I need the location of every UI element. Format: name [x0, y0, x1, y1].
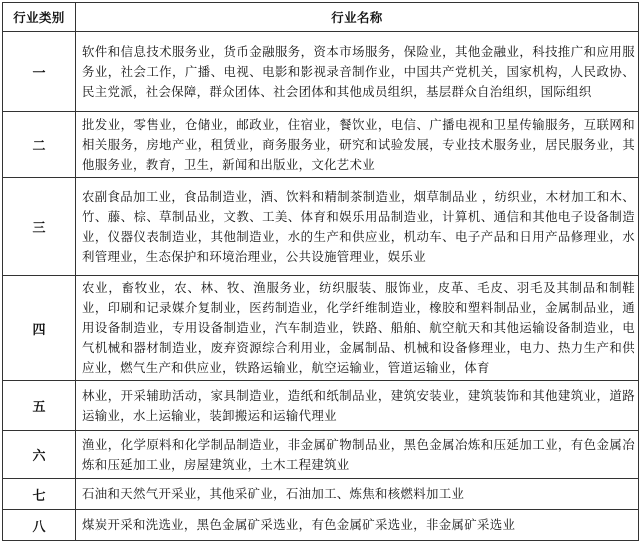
- industry-names-cell: 渔业，化学原料和化学制品制造业，非金属矿物制品业，黑色金属冶炼和压延加工业，有色金属冶炼和压延加工业，房屋建筑业，土木工程建筑业: [76, 431, 639, 479]
- industry-classification-table: [2, 2, 639, 541]
- header-category: 行业类别: [3, 3, 76, 32]
- industry-names-cell: 软件和信息技术服务业，货币金融服务，资本市场服务，保险业，其他金融业，科技推广和应用服务业，社会工作，广播、电视、电影和影视录音制作业，中国共产党机关，国家机构，人民政协、民主党派，社会保障，群众团体、社会团体和其他成员组织，基层群众自治组织，国际组织: [76, 32, 639, 112]
- industry-names-cell: 石油和天然气开采业，其他采矿业，石油加工、炼焦和核燃料加工业: [76, 479, 639, 510]
- table-row: [3, 178, 639, 276]
- category-cell: 四: [3, 276, 76, 381]
- category-cell: 二: [3, 112, 76, 178]
- table-row: [3, 431, 639, 479]
- category-cell: 七: [3, 479, 76, 510]
- table-body: [3, 32, 639, 541]
- table-row: [3, 479, 639, 510]
- industry-names-cell: 农副食品加工业，食品制造业，酒、饮料和精制茶制造业，烟草制品业 ，纺织业，木材加工和木、竹、藤、棕、草制品业，文教、工美、体育和娱乐用品制造业，计算机、通信和其他电子设备制造业，仪器仪表制造业，其他制造业，水的生产和供应业，机动车、电子产品和日用产品修理业，水利管理业，生态保护和环境治理业，公共设施管理业，娱乐业: [76, 178, 639, 276]
- header-industry-names: 行业名称: [76, 3, 639, 32]
- table-row: [3, 276, 639, 381]
- table-row: [3, 381, 639, 431]
- category-cell: 一: [3, 32, 76, 112]
- table-row: [3, 510, 639, 541]
- category-cell: 三: [3, 178, 76, 276]
- header-row: [3, 3, 639, 32]
- category-cell: 八: [3, 510, 76, 541]
- category-cell: 六: [3, 431, 76, 479]
- industry-names-cell: 林业，开采辅助活动，家具制造业，造纸和纸制品业，建筑安装业，建筑装饰和其他建筑业，道路运输业，水上运输业，装卸搬运和运输代理业: [76, 381, 639, 431]
- table-header: [3, 3, 639, 32]
- category-cell: 五: [3, 381, 76, 431]
- table-row: [3, 32, 639, 112]
- industry-names-cell: 批发业，零售业，仓储业，邮政业，住宿业，餐饮业，电信、广播电视和卫星传输服务，互联网和相关服务，房地产业，租赁业，商务服务业，研究和试验发展，专业技术服务业，居民服务业，其他服务业，教育，卫生，新闻和出版业，文化艺术业: [76, 112, 639, 178]
- table-row: [3, 112, 639, 178]
- industry-names-cell: 农业，畜牧业，农、林、牧、渔服务业，纺织服装、服饰业，皮革、毛皮、羽毛及其制品和制鞋业，印刷和记录媒介复制业，医药制造业，化学纤维制造业，橡胶和塑料制品业，金属制品业，通用设备制造业，专用设备制造业，汽车制造业，铁路、船舶、航空航天和其他运输设备制造业，电气机械和器材制造业，废弃资源综合利用业，金属制品、机械和设备修理业，电力、热力生产和供应业，燃气生产和供应业，铁路运输业，航空运输业，管道运输业，体育: [76, 276, 639, 381]
- industry-names-cell: 煤炭开采和洗选业，黑色金属矿采选业，有色金属矿采选业，非金属矿采选业: [76, 510, 639, 541]
